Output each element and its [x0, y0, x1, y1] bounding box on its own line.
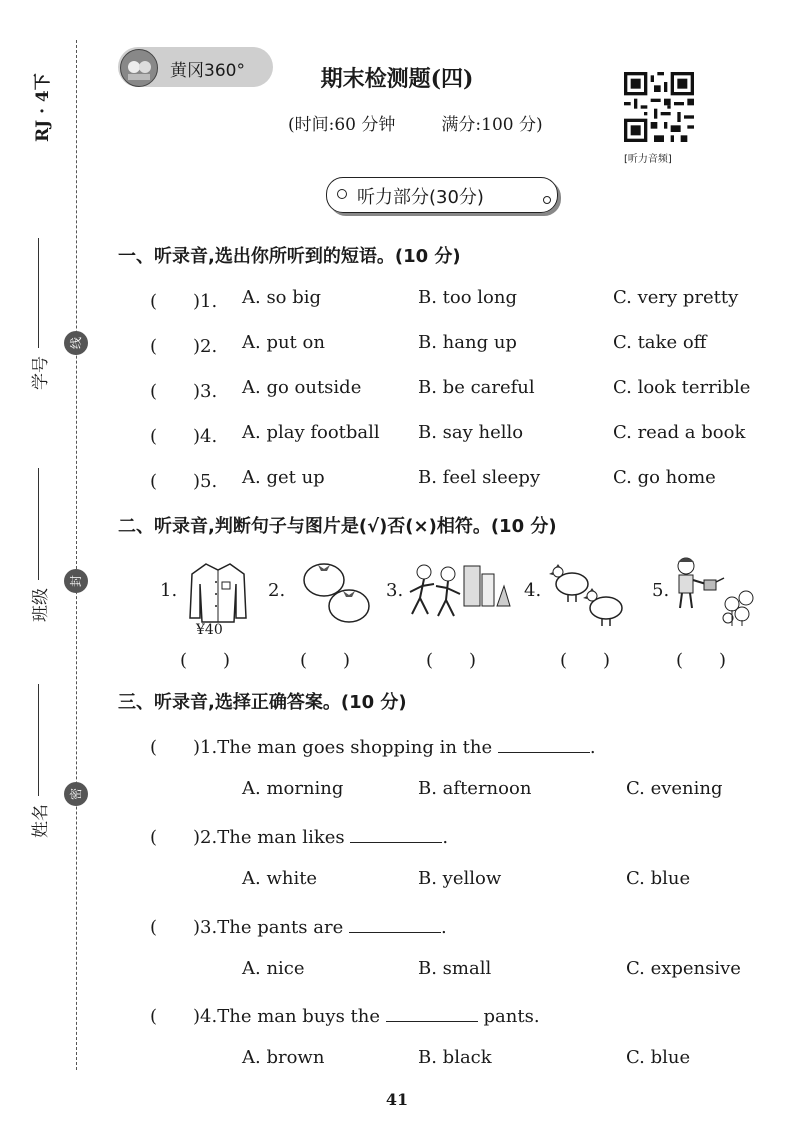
s1-q2-option-b: B. hang up [418, 332, 517, 353]
s1-q4-option-a: A. play football [242, 422, 380, 443]
student-no-label: 学号 [31, 356, 51, 390]
s3-q4-option-a: A. brown [242, 1047, 325, 1068]
exam-score: 满分:100 分) [441, 115, 543, 135]
s3-q1-number[interactable]: ( )1. [150, 737, 218, 758]
s1-q1-number[interactable]: ( )1. [150, 291, 218, 312]
banner-dot-icon [543, 196, 551, 204]
s1-q5-option-c: C. go home [613, 467, 716, 488]
s3-q4-blank[interactable] [386, 1003, 478, 1022]
s3-q3-option-b: B. small [418, 958, 492, 979]
listening-banner: 听力部分(30分) [326, 177, 558, 213]
s1-q3-option-b: B. be careful [418, 377, 535, 398]
s3-q3-option-c: C. expensive [626, 958, 741, 979]
s1-q2-option-a: A. put on [242, 332, 325, 353]
s2-pic2-number: 2. [268, 580, 286, 601]
section2-heading: 二、听录音,判断句子与图片是(√)否(×)相符。(10 分) [118, 516, 557, 537]
banner-circle-icon [337, 189, 347, 199]
s1-q1-option-c: C. very pretty [613, 287, 739, 308]
s1-q3-option-c: C. look terrible [613, 377, 751, 398]
s2-pic2-answer[interactable]: ( ) [300, 650, 351, 671]
shirt-icon [184, 558, 252, 626]
name-label: 姓名 [31, 804, 51, 838]
s3-q3-option-a: A. nice [242, 958, 305, 979]
qr-caption: [听力音频] [624, 154, 672, 165]
s3-q2-blank[interactable] [350, 824, 442, 843]
seal-mark-line: 线 [64, 331, 88, 355]
s1-q4-option-b: B. say hello [418, 422, 524, 443]
s3-q3-number[interactable]: ( )3. [150, 917, 218, 938]
section1-heading: 一、听录音,选出你所听到的短语。(10 分) [118, 246, 461, 267]
name-blank[interactable] [38, 684, 39, 796]
s2-pic4-number: 4. [524, 580, 542, 601]
s1-q5-option-b: B. feel sleepy [418, 467, 541, 488]
s3-q1-option-a: A. morning [242, 778, 344, 799]
qr-code-icon[interactable] [624, 72, 694, 142]
s3-q4-stem: ( )4.The man buys the pants. [150, 1002, 540, 1028]
s1-q3-option-a: A. go outside [242, 377, 362, 398]
s3-q4-number[interactable]: ( )4. [150, 1006, 218, 1027]
hens-icon [546, 556, 632, 628]
class-label: 班级 [31, 588, 51, 622]
s1-q2-number[interactable]: ( )2. [150, 336, 218, 357]
s2-pic5-number: 5. [652, 580, 670, 601]
page-title: 期末检测题(四) [320, 66, 474, 92]
s1-q1-option-a: A. so big [242, 287, 322, 308]
s3-q2-option-b: B. yellow [418, 868, 502, 889]
class-blank[interactable] [38, 468, 39, 580]
s2-pic4-answer[interactable]: ( ) [560, 650, 611, 671]
s2-pic1-number: 1. [160, 580, 178, 601]
seal-mark-secret: 密 [64, 782, 88, 806]
s3-q4-option-b: B. black [418, 1047, 492, 1068]
s1-q5-number[interactable]: ( )5. [150, 471, 218, 492]
exam-time: (时间:60 分钟 满分:100 分) [288, 115, 543, 135]
s1-q3-number[interactable]: ( )3. [150, 381, 218, 402]
s1-q2-option-c: C. take off [613, 332, 707, 353]
s3-q3-stem: ( )3.The pants are . [150, 913, 447, 939]
s1-q4-number[interactable]: ( )4. [150, 426, 218, 447]
s1-q1-option-b: B. too long [418, 287, 518, 308]
s3-q2-option-a: A. white [242, 868, 318, 889]
s3-q1-option-c: C. evening [626, 778, 723, 799]
student-no-blank[interactable] [38, 238, 39, 348]
shirt-price: ¥40 [196, 622, 223, 638]
s3-q3-blank[interactable] [349, 914, 441, 933]
page-number: 41 [385, 1090, 409, 1109]
s2-pic1-answer[interactable]: ( ) [180, 650, 231, 671]
kids-running-icon [402, 556, 512, 626]
section3-heading: 三、听录音,选择正确答案。(10 分) [118, 692, 407, 713]
s1-q4-option-c: C. read a book [613, 422, 746, 443]
s3-q1-blank[interactable] [498, 734, 590, 753]
s3-q2-option-c: C. blue [626, 868, 691, 889]
s3-q1-stem: ( )1.The man goes shopping in the . [150, 733, 596, 759]
s3-q4-option-c: C. blue [626, 1047, 691, 1068]
s2-pic3-number: 3. [386, 580, 404, 601]
boy-watering-flowers-icon [672, 554, 758, 628]
s2-pic5-answer[interactable]: ( ) [676, 650, 727, 671]
book-code: RJ · 4下 [33, 73, 53, 142]
s3-q2-number[interactable]: ( )2. [150, 827, 218, 848]
binding-dashed-line [76, 40, 77, 1070]
tomatoes-icon [294, 556, 374, 626]
s3-q2-stem: ( )2.The man likes . [150, 823, 448, 849]
seal-mark-seal: 封 [64, 569, 88, 593]
s2-pic3-answer[interactable]: ( ) [426, 650, 477, 671]
s3-q1-option-b: B. afternoon [418, 778, 532, 799]
brand-text: 黄冈360° [170, 61, 245, 81]
s1-q5-option-a: A. get up [242, 467, 325, 488]
